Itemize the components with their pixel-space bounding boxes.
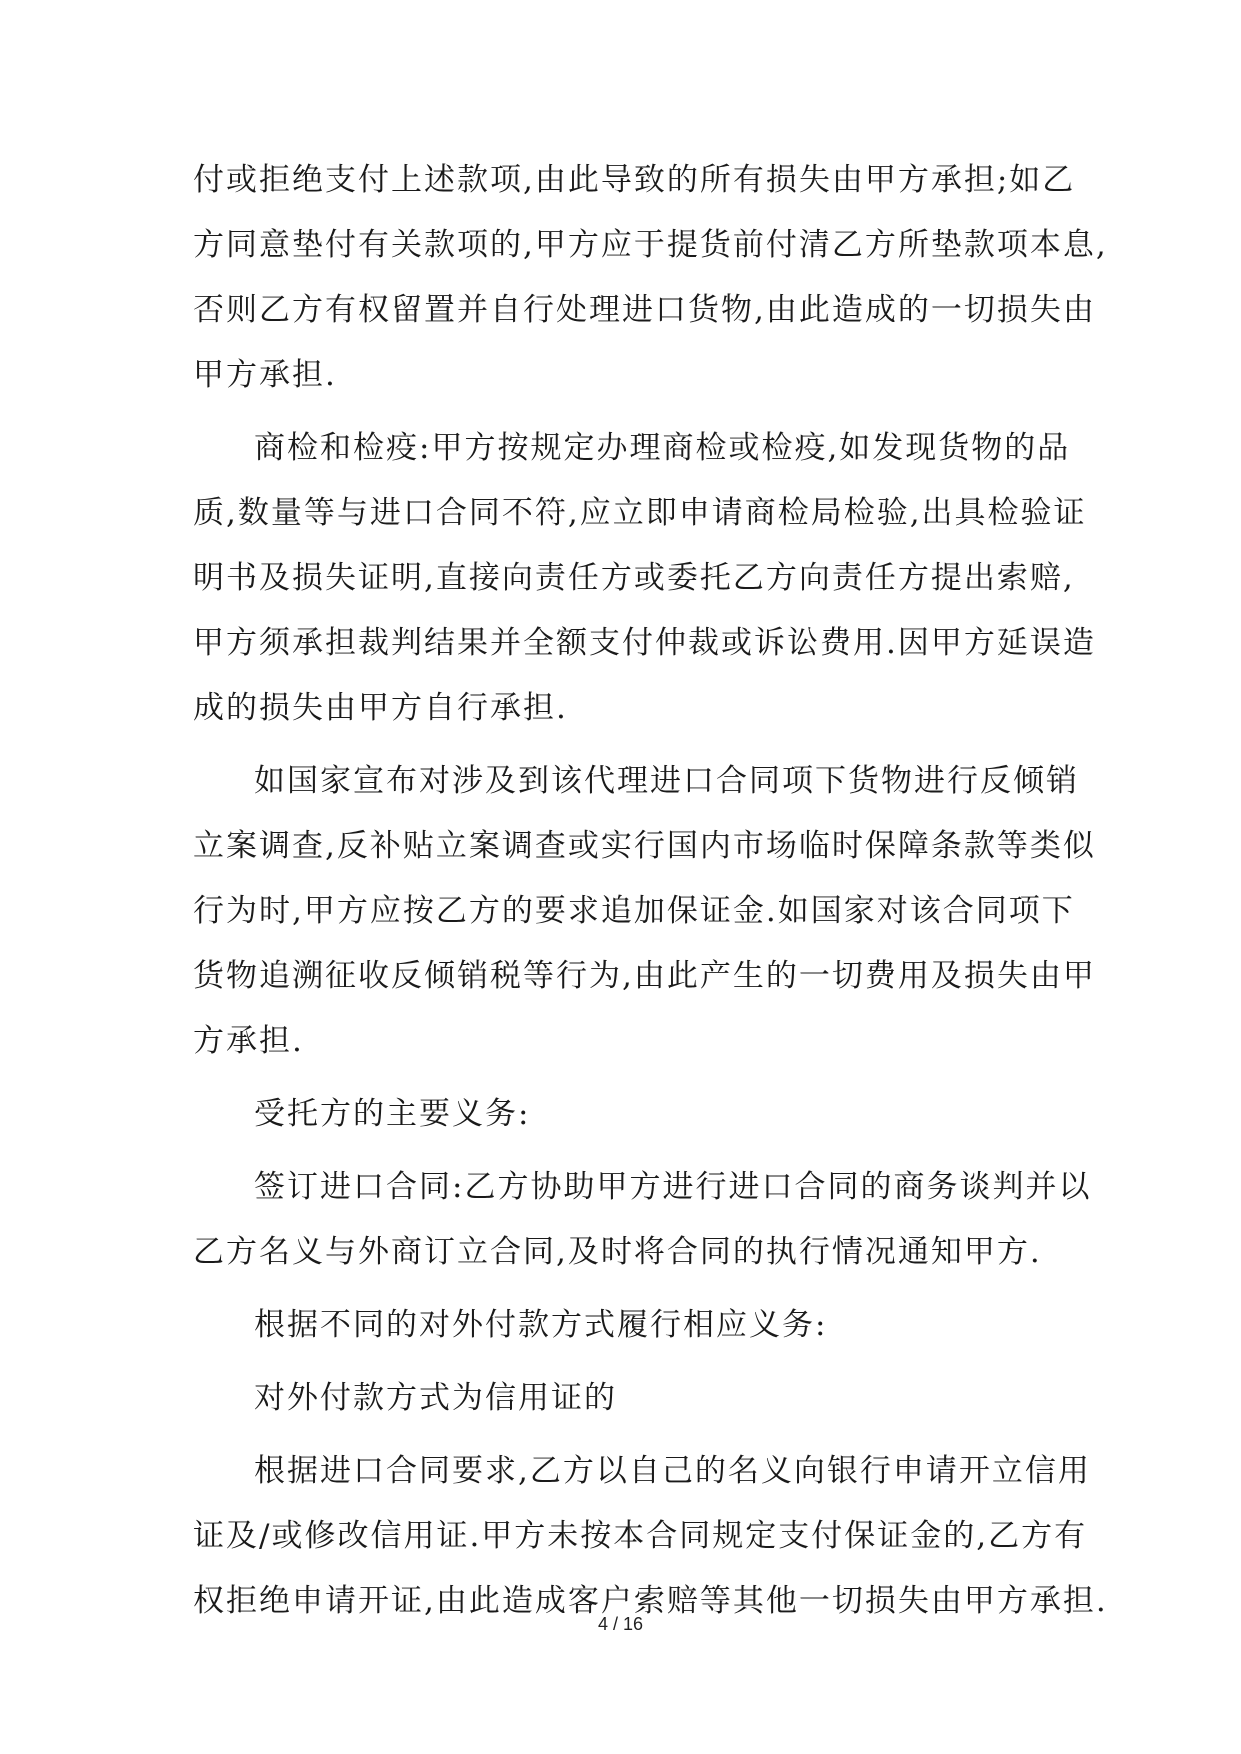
section-heading: 受托方的主要义务: — [254, 1096, 531, 1132]
body-text — [193, 148, 1108, 1634]
text-line: 立案调查,反补贴立案调查或实行国内市场临时保障条款等类似 — [193, 828, 1096, 864]
text-line: 否则乙方有权留置并自行处理进口货物,由此造成的一切损失由 — [193, 292, 1096, 328]
text-line: 行为时,甲方应按乙方的要求追加保证金.如国家对该合同项下 — [193, 893, 1075, 929]
text-line: 付或拒绝支付上述款项,由此导致的所有损失由甲方承担;如乙 — [193, 162, 1076, 198]
text-line: 证及/或修改信用证.甲方未按本合同规定支付保证金的,乙方有 — [193, 1518, 1088, 1554]
text-line: 甲方须承担裁判结果并全额支付仲裁或诉讼费用.因甲方延误造 — [193, 625, 1096, 661]
paragraph-first-line: 根据进口合同要求,乙方以自己的名义向银行申请开立信用 — [254, 1453, 1091, 1489]
paragraph-first-line: 商检和检疫:甲方按规定办理商检或检疫,如发现货物的品 — [254, 430, 1071, 466]
text-line: 甲方承担. — [193, 357, 337, 393]
paragraph-first-line: 如国家宣布对涉及到该代理进口合同项下货物进行反倾销 — [254, 763, 1079, 799]
text-line: 权拒绝申请开证,由此造成客户索赔等其他一切损失由甲方承担. — [193, 1583, 1108, 1619]
text-line: 货物追溯征收反倾销税等行为,由此产生的一切费用及损失由甲 — [193, 958, 1096, 994]
paragraph-first-line: 签订进口合同:乙方协助甲方进行进口合同的商务谈判并以 — [254, 1169, 1092, 1205]
text-line: 乙方名义与外商订立合同,及时将合同的执行情况通知甲方. — [193, 1234, 1042, 1270]
section-heading: 根据不同的对外付款方式履行相应义务: — [254, 1307, 828, 1343]
text-line: 方承担. — [193, 1023, 304, 1059]
section-heading: 对外付款方式为信用证的 — [254, 1380, 617, 1416]
text-line: 明书及损失证明,直接向责任方或委托乙方向责任方提出索赔, — [193, 560, 1075, 596]
text-line: 方同意垫付有关款项的,甲方应于提货前付清乙方所垫款项本息, — [193, 227, 1108, 263]
page-number: 4 / 16 — [597, 1614, 644, 1634]
text-line: 质,数量等与进口合同不符,应立即申请商检局检验,出具检验证 — [193, 495, 1087, 531]
text-line: 成的损失由甲方自行承担. — [193, 690, 568, 726]
